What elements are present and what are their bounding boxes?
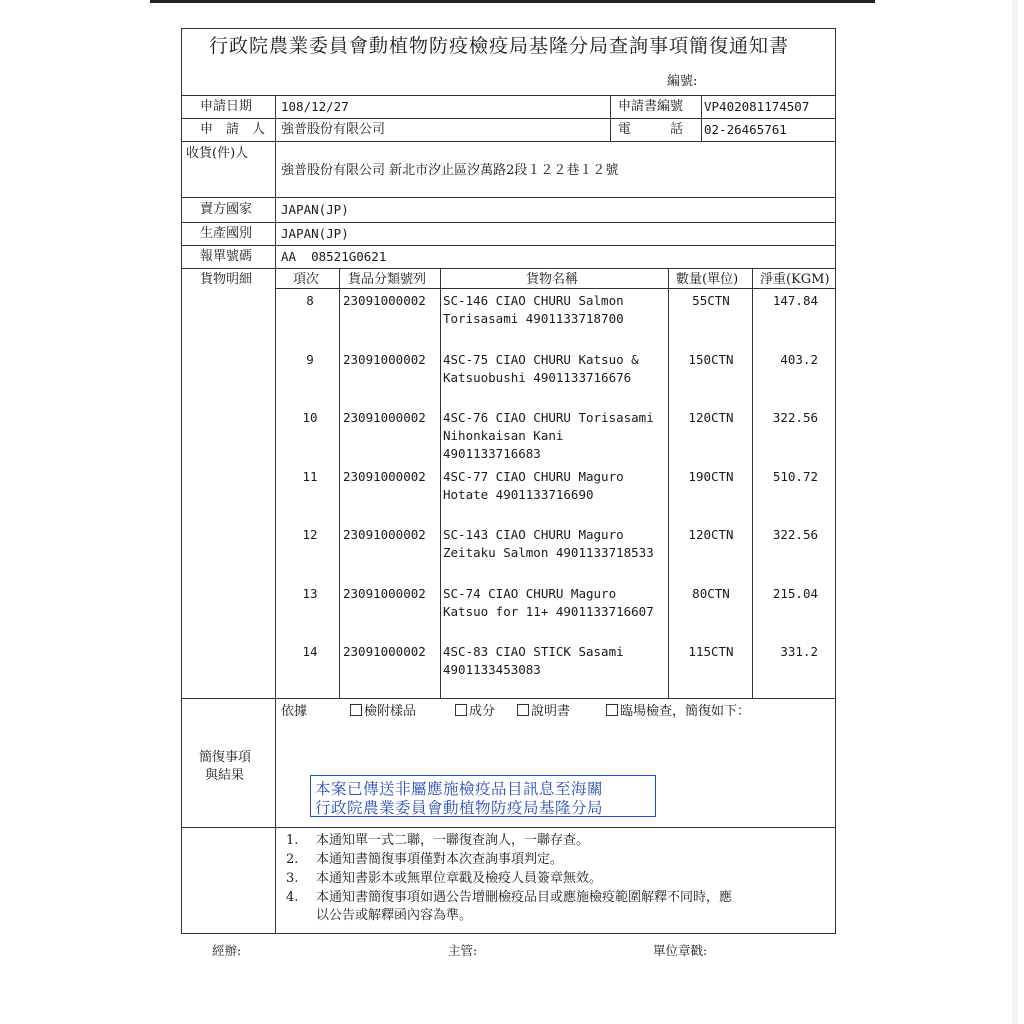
goods-item-name-line: SC-146 CIAO CHURU Salmon <box>443 293 624 308</box>
note-4-text: 本通知書簡復事項如遇公告增刪檢疫品目或應施檢疫範圍解釋不同時，應 <box>316 890 733 905</box>
consignee-value: 強普股份有限公司 新北市汐止區汐萬路2段１２２巷１２號 <box>281 163 619 178</box>
checkbox-icon <box>455 704 467 716</box>
goods-item-name-line: Torisasami 4901133718700 <box>443 311 624 326</box>
rule-row6 <box>181 268 836 269</box>
goods-item-weight: 510.72 <box>772 469 818 484</box>
rule-label-column <box>275 95 276 934</box>
note-4-text-cont: 以公告或解釋函內容為準。 <box>316 908 473 923</box>
goods-item-name-line: Katsuobushi 4901133716676 <box>443 370 632 385</box>
note-3-number: 3. <box>286 871 299 886</box>
goods-item-weight: 403.2 <box>780 352 818 367</box>
note-1-text: 本通知單一式二聯，一聯復查詢人，一聯存查。 <box>316 833 590 848</box>
goods-item-name-line: 4SC-77 CIAO CHURU Maguro <box>443 469 624 484</box>
goods-item-no: 14 <box>302 644 318 659</box>
apply-date-value: 108/12/27 <box>281 99 349 114</box>
reply-section-label-2: 與結果 <box>205 768 245 783</box>
goods-item-weight: 322.56 <box>772 527 818 542</box>
goods-item-name-line: SC-74 CIAO CHURU Maguro <box>443 586 617 601</box>
origin-country-value: JAPAN(JP) <box>281 226 349 241</box>
goods-item-name-line: Hotate 4901133716690 <box>443 487 594 502</box>
footer-unit-seal: 單位章戳: <box>653 943 708 958</box>
footer-supervisor: 主管: <box>448 943 478 958</box>
goods-header-weight: 淨重(KGM) <box>760 272 830 287</box>
goods-item-hs-code: 23091000002 <box>343 352 426 367</box>
goods-item-name-line: SC-143 CIAO CHURU Maguro <box>443 527 624 542</box>
goods-item-hs-code: 23091000002 <box>343 293 426 308</box>
footer-handler: 經辦: <box>212 943 242 958</box>
goods-header-hs-code: 貨品分類號列 <box>348 272 427 287</box>
goods-item-weight: 331.2 <box>780 644 818 659</box>
goods-item-weight: 147.84 <box>772 293 818 308</box>
goods-item-hs-code: 23091000002 <box>343 527 426 542</box>
declaration-no-label: 報單號碼 <box>200 249 253 264</box>
rule-goods-col3 <box>668 268 669 698</box>
goods-item-hs-code: 23091000002 <box>343 469 426 484</box>
declaration-no-value: AA 08521G0621 <box>281 249 387 264</box>
quarantine-stamp <box>310 775 656 817</box>
reply-section-label-1: 簡復事項 <box>199 750 252 765</box>
note-2-text: 本通知書簡復事項僅對本次查詢事項判定。 <box>316 852 564 867</box>
goods-item-qty: 120CTN <box>688 527 734 542</box>
goods-item-no: 12 <box>302 527 318 542</box>
goods-item-qty: 80CTN <box>692 586 730 601</box>
goods-item-qty: 115CTN <box>688 644 734 659</box>
rule-row2 <box>181 141 836 142</box>
option-ingredients[interactable]: 成分 <box>455 704 495 720</box>
note-2-number: 2. <box>286 852 299 867</box>
goods-item-name-line: Nihonkaisan Kani <box>443 428 564 443</box>
goods-header-name: 貨物名稱 <box>526 272 579 287</box>
goods-item-no: 10 <box>302 410 318 425</box>
applicant-value: 強普股份有限公司 <box>281 122 386 137</box>
goods-item-no: 13 <box>302 586 318 601</box>
goods-item-qty: 190CTN <box>688 469 734 484</box>
goods-item-name-line: Zeitaku Salmon 4901133718533 <box>443 545 654 560</box>
scan-right-edge <box>1012 0 1018 1024</box>
goods-header-qty: 數量(單位) <box>676 272 739 287</box>
phone-value: 02-26465761 <box>704 122 787 137</box>
rule-row1 <box>181 118 836 119</box>
goods-item-no: 9 <box>306 352 314 367</box>
goods-item-name-line: 4SC-83 CIAO STICK Sasami <box>443 644 624 659</box>
stamp-line-1: 本案已傳送非屬應施檢疫品目訊息至海關 <box>315 780 604 798</box>
rule-row3 <box>181 197 836 198</box>
rule-row4 <box>181 222 836 223</box>
checkbox-icon <box>350 704 362 716</box>
goods-item-weight: 215.04 <box>772 586 818 601</box>
rule-goods-col2 <box>440 268 441 698</box>
rule-goods-col4 <box>752 268 753 698</box>
note-4-number: 4. <box>286 890 299 905</box>
seller-country-label: 賣方國家 <box>200 202 253 217</box>
goods-item-name-line: 4SC-75 CIAO CHURU Katsuo & <box>443 352 639 367</box>
rule-goods-col1 <box>339 268 340 698</box>
goods-item-qty: 120CTN <box>688 410 734 425</box>
goods-label: 貨物明細 <box>200 272 253 287</box>
rule-title-bottom <box>181 95 836 96</box>
rule-row5 <box>181 245 836 246</box>
goods-item-hs-code: 23091000002 <box>343 410 426 425</box>
note-1-number: 1. <box>286 833 299 848</box>
goods-item-qty: 150CTN <box>688 352 734 367</box>
seller-country-value: JAPAN(JP) <box>281 202 349 217</box>
reply-basis-label: 依據 <box>281 704 308 719</box>
phone-label: 電 話 <box>618 122 684 137</box>
goods-item-no: 8 <box>306 293 314 308</box>
checkbox-icon <box>517 704 529 716</box>
option-sample[interactable]: 檢附樣品 <box>350 704 416 720</box>
stamp-line-2: 行政院農業委員會動植物防疫局基隆分局 <box>315 799 604 817</box>
rule-col-mid-a <box>610 95 611 141</box>
scan-top-edge <box>150 0 875 3</box>
checkbox-icon <box>606 704 618 716</box>
apply-date-label: 申請日期 <box>200 99 253 114</box>
goods-item-weight: 322.56 <box>772 410 818 425</box>
goods-header-item: 項次 <box>293 272 320 287</box>
rule-reply-bottom <box>181 827 836 828</box>
rule-col-mid-b <box>701 95 702 141</box>
serial-label: 編號: <box>667 74 698 89</box>
rule-goods-bottom <box>181 698 836 699</box>
goods-item-no: 11 <box>302 469 318 484</box>
consignee-label: 收貨(件)人 <box>186 146 249 161</box>
application-no-value: VP402081174507 <box>704 99 810 114</box>
note-3-text: 本通知書影本或無單位章戳及檢疫人員簽章無效。 <box>316 871 603 886</box>
goods-item-name-line: 4901133716683 <box>443 446 541 461</box>
document-title: 行政院農業委員會動植物防疫檢疫局基隆分局查詢事項簡復通知書 <box>209 35 790 57</box>
goods-item-hs-code: 23091000002 <box>343 644 426 659</box>
option-onsite-inspection[interactable]: 臨場檢查，簡復如下： <box>606 704 750 720</box>
goods-item-hs-code: 23091000002 <box>343 586 426 601</box>
goods-item-name-line: 4SC-76 CIAO CHURU Torisasami <box>443 410 654 425</box>
application-no-label: 申請書編號 <box>618 99 684 114</box>
goods-item-name-line: 4901133453083 <box>443 662 541 677</box>
applicant-label: 申 請 人 <box>200 122 266 137</box>
goods-item-name-line: Katsuo for 11+ 4901133716607 <box>443 604 654 619</box>
origin-country-label: 生產國別 <box>200 226 253 241</box>
option-manual[interactable]: 說明書 <box>517 704 570 720</box>
goods-item-qty: 55CTN <box>692 293 730 308</box>
